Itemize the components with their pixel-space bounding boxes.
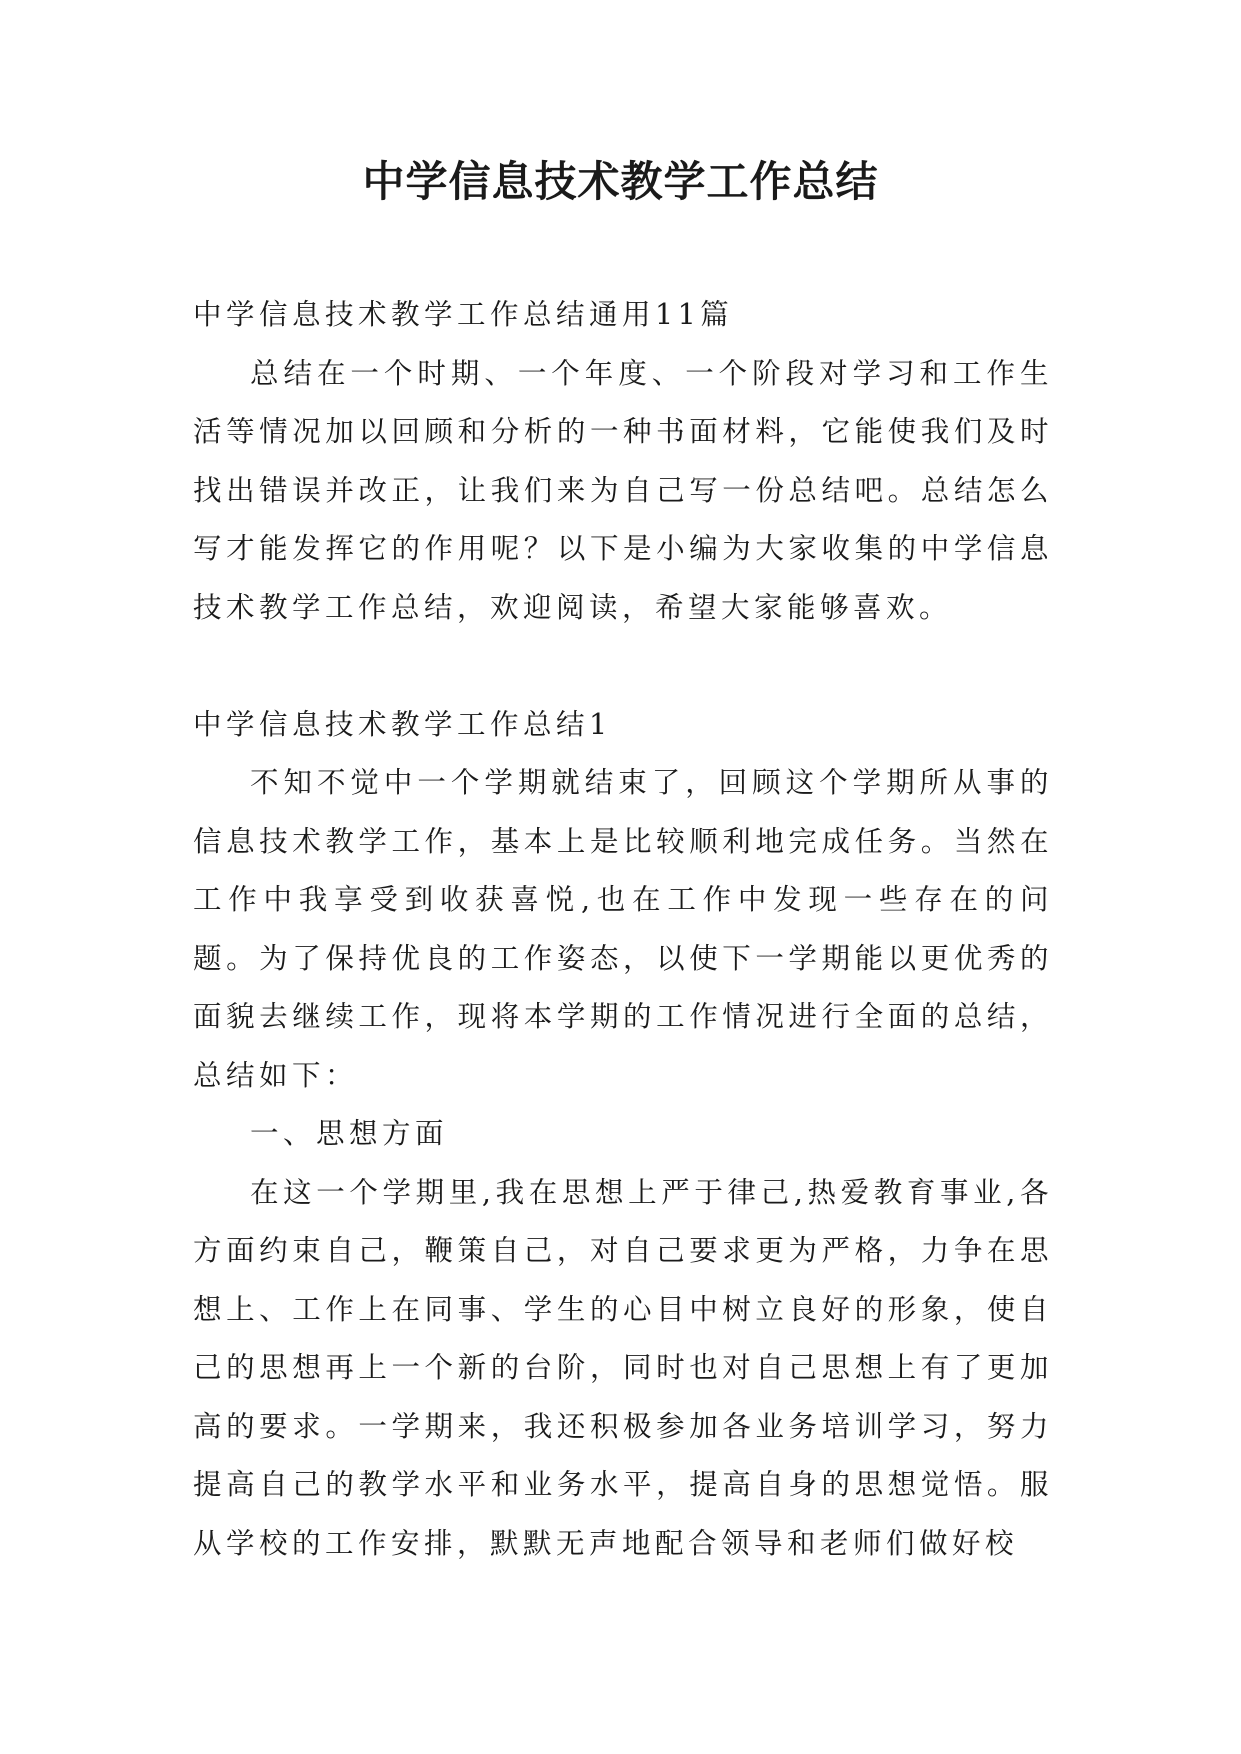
section-heading: 一、思想方面 [250,1117,449,1150]
document-title: 中学信息技术教学工作总结 [362,157,879,206]
body-paragraph: 不知不觉中一个学期就结束了，回顾这个学期所从事的信息技术教学工作，基本上是比较顺利地完成任务。当然在工作中我享受到收获喜悦,也在工作中发现一些存在的问题。为了保持优良的工作姿态，以使下一学期能以更优秀的面貌去继续工作，现将本学期的工作情况进行全面的总结，总结如下： [193,766,1053,1092]
section-title: 中学信息技术教学工作总结1 [193,707,612,741]
intro-paragraph: 总结在一个时期、一个年度、一个阶段对学习和工作生活等情况加以回顾和分析的一种书面材料，它能使我们及时找出错误并改正，让我们来为自己写一份总结吧。总结怎么写才能发挥它的作用呢？以下是小编为大家收集的中学信息技术教学工作总结，欢迎阅读，希望大家能够喜欢。 [193,356,1053,624]
document-body [193,286,1053,1573]
document-subtitle: 中学信息技术教学工作总结通用11篇 [193,298,734,331]
body-paragraph: 在这一个学期里,我在思想上严于律己,热爱教育事业,各方面约束自己，鞭策自己，对自己要求更为严格，力争在思想上、工作上在同事、学生的心目中树立良好的形象，使自己的思想再上一个新的台阶，同时也对自己思想上有了更加高的要求。一学期来，我还积极参加各业务培训学习，努力提高自己的教学水平和业务水平，提高自身的思想觉悟。服从学校的工作安排，默默无声地配合领导和老师们做好校 [193,1175,1053,1560]
